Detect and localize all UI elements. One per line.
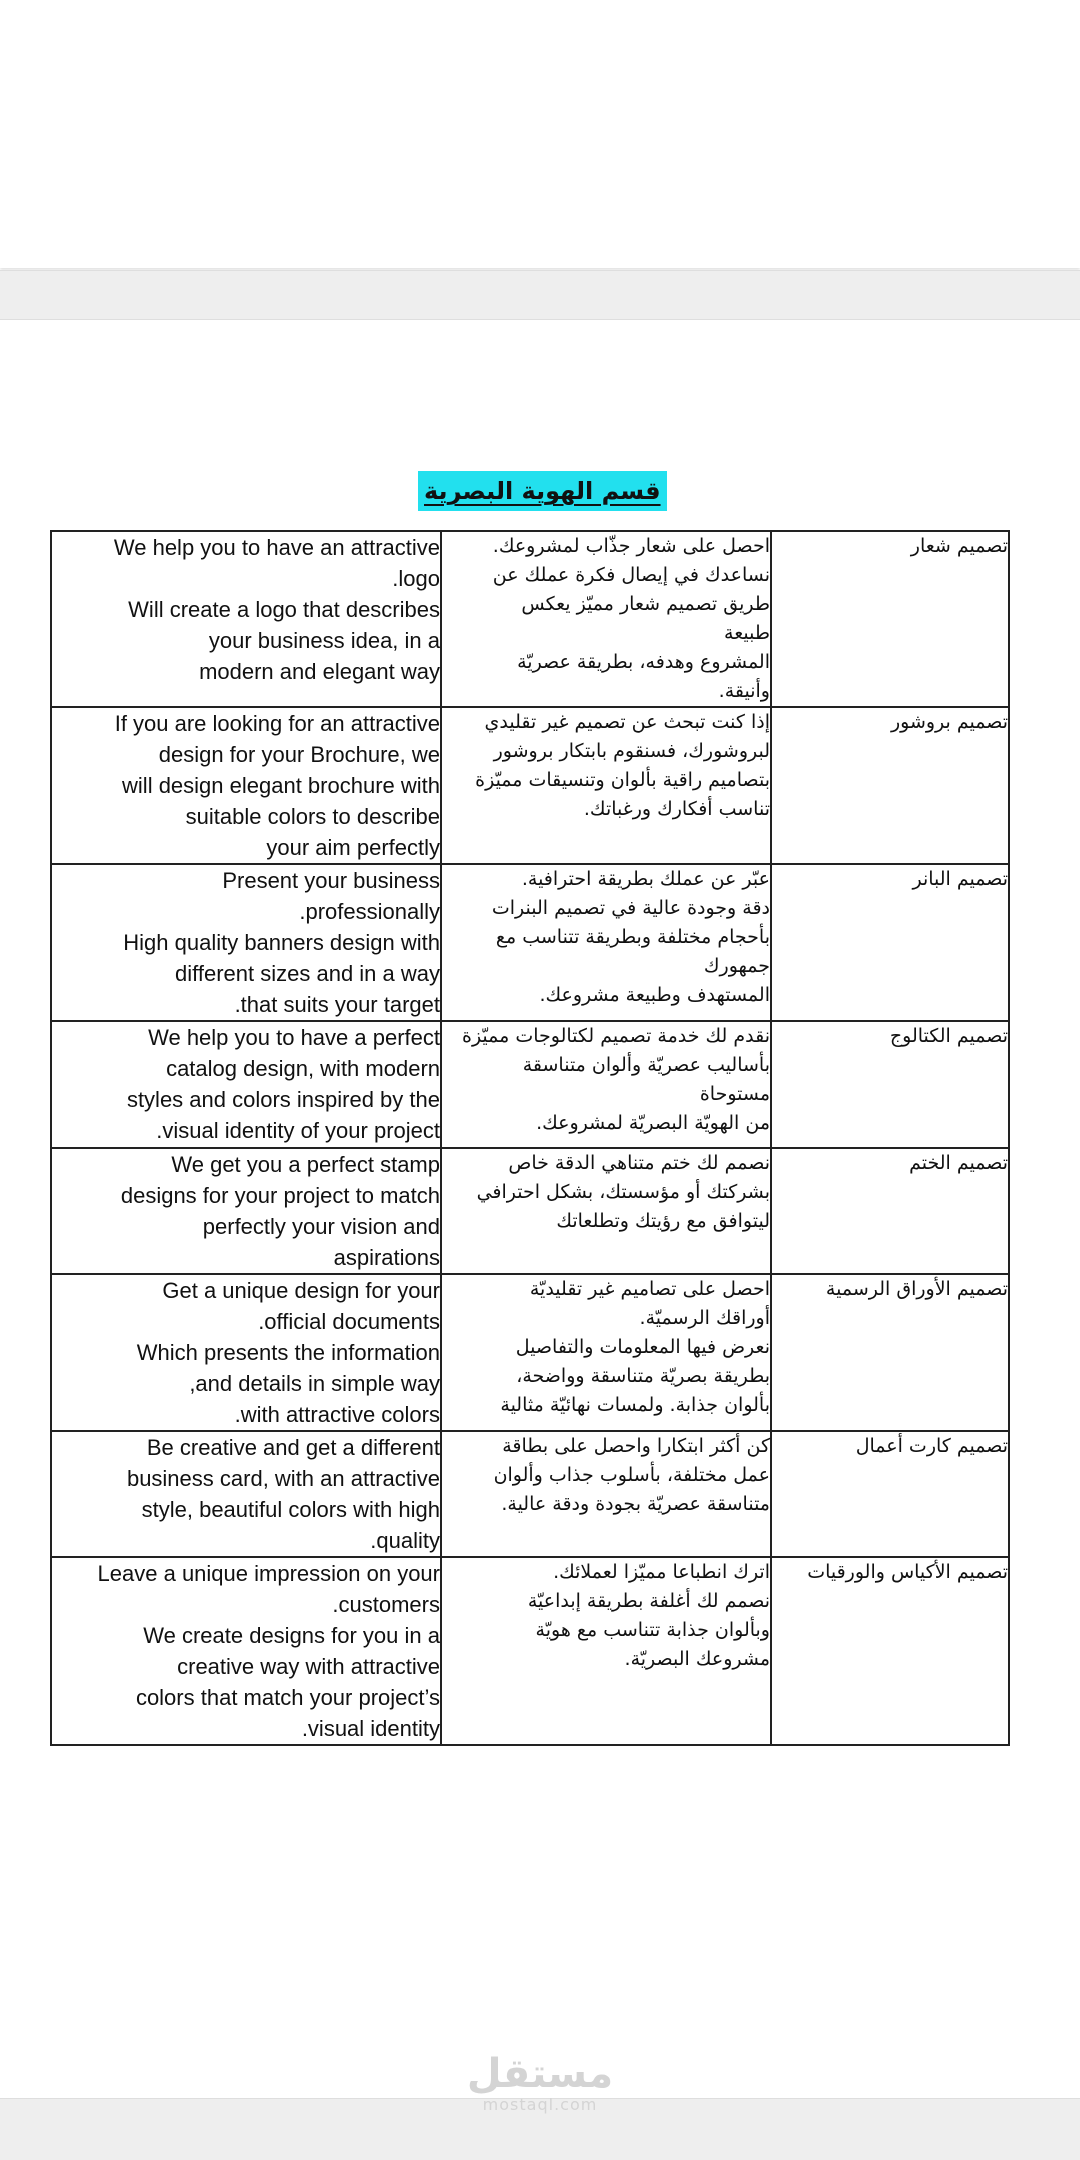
arabic-description-cell [441,531,771,707]
service-name-cell: تصميم كارت أعمال [771,1431,1009,1557]
arabic-description-line: بأحجام مختلفة وبطريقة تتناسب مع [495,926,770,948]
english-description-cell [51,531,441,707]
english-description-line: .with attractive colors [234,1402,440,1427]
service-name-cell: تصميم الكتالوج [771,1021,1009,1148]
watermark-logo: مستقل [466,2051,614,2097]
english-description-line: .visual identity [301,1716,440,1741]
arabic-description-cell [441,1557,771,1745]
section-title: قسم الهوية البصرية [418,471,667,511]
english-description-cell [51,707,441,864]
table-row [51,1148,1009,1274]
english-description-line: business card, with an attractive [126,1466,440,1491]
english-description-line: Which presents the information [136,1340,440,1365]
arabic-description-line: عبّر عن عملك بطريقة احترافية. [521,868,770,890]
arabic-description-line: أوراقك الرسميّة. [639,1307,770,1329]
arabic-description-line: عمل مختلفة، بأسلوب جذاب وألوان [493,1464,770,1486]
arabic-description-line: بشركتك أو مؤسستك، بشكل احترافي [476,1181,770,1203]
services-table-body [51,531,1009,1745]
english-description-cell [51,1274,441,1431]
table-row [51,1274,1009,1431]
english-description-line: styles and colors inspired by the [126,1087,440,1112]
english-description-line: modern and elegant way [199,659,440,684]
english-description-line: .official documents [258,1309,440,1334]
english-description-line: different sizes and in a way [175,961,440,986]
arabic-description-line: وبألوان جذابة تتناسب مع هويّة [535,1619,770,1641]
watermark [0,2052,1080,2114]
arabic-description-line: دقة وجودة عالية في تصميم البنرات [491,897,770,919]
arabic-description-cell [441,707,771,864]
english-description-line: style, beautiful colors with high [141,1497,440,1522]
arabic-description-line: بأساليب عصريّة وألوان متناسقة [522,1054,770,1076]
arabic-description-line: المشروع وهدفه، بطريقة عصريّة [517,651,770,673]
english-description-line: catalog design, with modern [166,1056,440,1081]
arabic-description-line: طريق تصميم شعار مميّز يعكس [521,593,770,615]
english-description-line: We help you to have an attractive [113,535,440,560]
english-description-line: We get you a perfect stamp [171,1152,440,1177]
english-description-line: design for your Brochure, we [158,742,440,767]
english-description-line: .quality [370,1528,440,1553]
table-row [51,864,1009,1021]
english-description-line: .that suits your target [234,992,440,1017]
arabic-description-cell [441,1431,771,1557]
english-description-line: We create designs for you in a [143,1623,440,1648]
english-description-line: Get a unique design for your [162,1278,440,1303]
table-row [51,531,1009,707]
english-description-line: We help you to have a perfect [148,1025,440,1050]
service-name-cell: تصميم بروشور [771,707,1009,864]
arabic-description-line: متناسقة عصريّة بجودة ودقة عالية. [501,1493,770,1515]
english-description-line: Leave a unique impression on your [97,1561,440,1586]
arabic-description-line: نصمم لك أغلفة بطريقة إبداعيّة [527,1590,770,1612]
english-description-cell [51,1148,441,1274]
service-name-cell: تصميم شعار [771,531,1009,707]
arabic-description-line: المستهدف وطبيعة مشروعك. [539,984,770,1006]
table-row [51,707,1009,864]
arabic-description-line: نقدم لك خدمة تصميم لكتالوجات مميّزة [461,1025,770,1047]
arabic-description-line: تناسب أفكارك ورغباتك. [583,798,770,820]
arabic-description-line: لبروشورك، فسنقوم بابتكار بروشور [493,740,770,762]
english-description-line: creative way with attractive [177,1654,440,1679]
english-description-line: designs for your project to match [120,1183,440,1208]
english-description-line: Will create a logo that describes [128,597,440,622]
arabic-description-cell [441,1021,771,1148]
arabic-description-line: بطريقة بصريّة متناسقة وواضحة، [516,1365,770,1387]
arabic-description-line: إذا كنت تبحث عن تصميم غير تقليدي [484,711,770,733]
arabic-description-cell [441,864,771,1021]
arabic-description-line: احصل على شعار جذّاب لمشروعك. [492,535,770,557]
previous-page [0,0,1080,268]
english-description-line: Be creative and get a different [146,1435,440,1460]
arabic-description-line: كن أكثر ابتكارا واحصل على بطاقة [502,1435,770,1457]
english-description-line: If you are looking for an attractive [114,711,440,736]
service-name-cell: تصميم الأوراق الرسمية [771,1274,1009,1431]
arabic-description-line: مشروعك البصريّة. [624,1648,770,1670]
arabic-description-cell [441,1148,771,1274]
arabic-description-line: اترك انطباعا مميّزا لعملائك. [553,1561,770,1583]
service-name-cell: تصميم البانر [771,864,1009,1021]
arabic-description-line: نصمم لك ختم متناهي الدقة خاص [508,1152,770,1174]
english-description-line: .logo [392,566,440,591]
services-table [50,530,1010,1746]
watermark-url: mostaql.com [482,2095,598,2114]
table-row [51,1021,1009,1148]
english-description-line: will design elegant brochure with [122,773,440,798]
english-description-line: .visual identity of your project [156,1118,440,1143]
english-description-cell [51,864,441,1021]
arabic-description-line: مستوحاة [699,1083,770,1105]
arabic-description-line: وأنيقة. [718,680,770,702]
english-description-cell [51,1557,441,1745]
arabic-description-line: نعرض فيها المعلومات والتفاصيل [515,1336,770,1358]
arabic-description-line: ليتوافق مع رؤيتك وتطلعاتك [556,1210,770,1232]
english-description-line: colors that match your project’s [135,1685,440,1710]
page-gap [0,270,1080,320]
arabic-description-line: احصل على تصاميم غير تقليديّة [529,1278,770,1300]
arabic-description-line: نساعدك في إيصال فكرة عملك عن [492,564,770,586]
english-description-line: ,and details in simple way [189,1371,440,1396]
arabic-description-cell [441,1274,771,1431]
english-description-line: suitable colors to describe [185,804,440,829]
english-description-line: perfectly your vision and [202,1214,440,1239]
arabic-description-line: من الهويّة البصريّة لمشروعك. [536,1112,770,1134]
english-description-line: Present your business [222,868,440,893]
english-description-line: aspirations [333,1245,440,1270]
table-row [51,1431,1009,1557]
english-description-line: your business idea, in a [208,628,440,653]
arabic-description-line: طبيعة [724,622,770,644]
table-row [51,1557,1009,1745]
arabic-description-line: بتصاميم راقية بألوان وتنسيقات مميّزة [475,769,770,791]
english-description-cell [51,1431,441,1557]
english-description-line: High quality banners design with [123,930,440,955]
english-description-line: your aim perfectly [266,835,440,860]
arabic-description-line: جمهورك [703,955,770,977]
english-description-line: .customers [332,1592,440,1617]
arabic-description-line: بألوان جذابة. ولمسات نهائيّة مثالية [500,1394,770,1416]
document-page [0,320,1080,2098]
service-name-cell: تصميم الختم [771,1148,1009,1274]
service-name-cell: تصميم الأكياس والورقيات [771,1557,1009,1745]
english-description-cell [51,1021,441,1148]
english-description-line: .professionally [299,899,440,924]
